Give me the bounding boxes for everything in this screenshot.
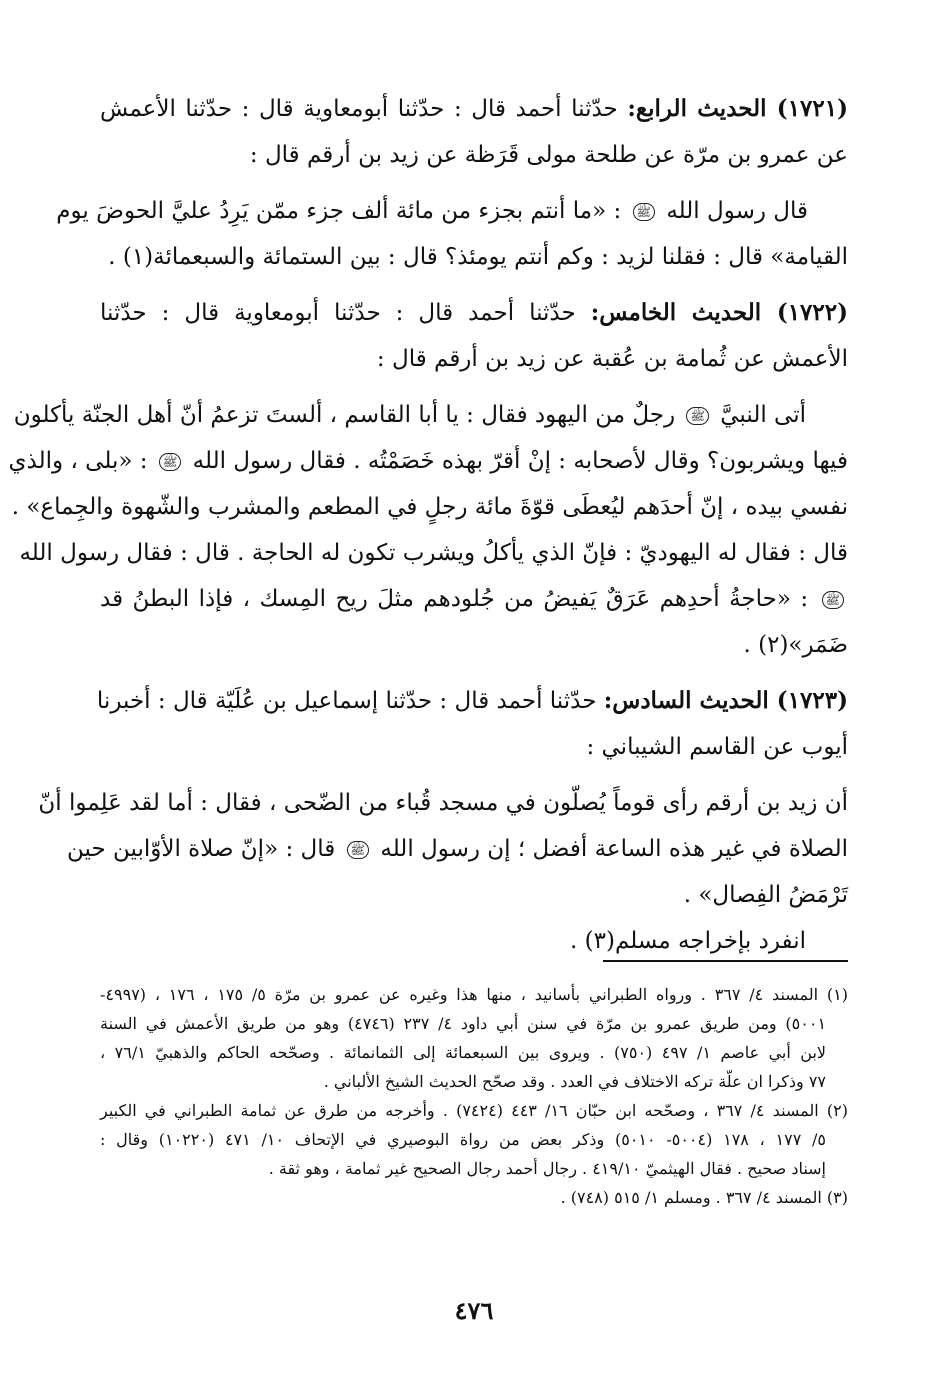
footnote-1-line-4: ٧٧ وذكرا ان علّة تركه الاختلاف في العدد . وقد صحّح الحديث الشيخ الألباني . [323, 1072, 826, 1091]
hadith-1721-line-4: القيامة» قال : فقلنا لزيد : وكم أنتم يومئذ؟ قال : بين الستمائة والسبعمائة(١) . [108, 244, 848, 270]
hadith-number: (١٧٢٣) [768, 687, 848, 714]
sallallahu-alayhi-wasallam-icon: ﷺ [822, 591, 845, 609]
hadith-1722-line-2: الأعمش عن ثُمامة بن عُقبة عن زيد بن أرقم قال : [376, 346, 848, 372]
hadith-text: قال رسول الله [666, 198, 808, 224]
hadith-text: حدّثنا أحمد قال : حدّثنا أبومعاوية قال : حدّثنا الأعمش [100, 96, 628, 122]
hadith-number: (١٧٢١) [766, 95, 848, 122]
sallallahu-alayhi-wasallam-icon: ﷺ [159, 453, 182, 471]
footnote-1-line-1: (١) المسند ٤/ ٣٦٧ . ورواه الطبراني بأسانيد ، منها هذا وغيره عن عمرو بن مرّة ٥/ ١٧٥ ، ١٧٦ ، (٤٩٩٧- [100, 985, 848, 1004]
sallallahu-alayhi-wasallam-icon: ﷺ [347, 841, 370, 859]
main-text [8, 86, 849, 964]
hadith-1722-line-6: قال : فقال له اليهوديّ : فإنّ الذي يأكلُ ويشرب تكون له الحاجة . قال : فقال رسول الله [19, 540, 848, 566]
hadith-heading: الحديث السادس: [603, 687, 769, 714]
hadith-number: (١٧٢٢) [761, 299, 849, 326]
hadith-1723-line-1 [96, 678, 848, 724]
hadith-1721-line-2: عن عمرو بن مرّة عن طلحة مولى قَرَظة عن زيد بن أرقم قال : [249, 142, 848, 168]
hadith-heading: الحديث الخامس: [590, 299, 762, 326]
hadith-text: الصلاة في غير هذه الساعة أفضل ؛ إن رسول الله [380, 836, 848, 862]
hadith-1722-line-1 [100, 290, 848, 336]
hadith-1721-line-3 [56, 188, 848, 234]
sallallahu-alayhi-wasallam-icon: ﷺ [633, 203, 656, 221]
hadith-1723-line-3: أن زيد بن أرقم رأى قوماً يُصلّون في مسجد قُباء من الضّحى ، فقال : أما لقد عَلِموا أنّ [38, 790, 848, 816]
hadith-1721-line-1 [100, 86, 848, 132]
hadith-1722-line-3 [13, 392, 848, 438]
hadith-1722-line-4 [8, 438, 848, 484]
footnotes [100, 980, 848, 1212]
hadith-1723-line-6: انفرد بإخراجه مسلم(٣) . [570, 928, 806, 954]
sallallahu-alayhi-wasallam-icon: ﷺ [686, 407, 709, 425]
footnote-3-line-1: (٣) المسند ٤/ ٣٦٧ . ومسلم ١/ ٥١٥ (٧٤٨) . [560, 1188, 848, 1207]
page-number: ٤٧٦ [454, 1296, 494, 1325]
hadith-1722-line-7 [100, 576, 848, 622]
hadith-text: فيها ويشربون؟ وقال لأصحابه : إنْ أقرّ بهذه خَصَمْتُه . فقال رسول الله [192, 448, 848, 474]
footnote-2-line-1: (٢) المسند ٤/ ٣٦٧ ، وصحّحه ابن حبّان ١٦/ ٤٤٣ (٧٤٢٤) . وأخرجه من طرق عن ثمامة الطبراني في الكبير [100, 1101, 848, 1120]
hadith-text: قال : «إنّ صلاة الأوّابين حين [67, 836, 336, 862]
hadith-1723-line-5: تَرْمَضُ الفِصال» . [683, 882, 848, 908]
hadith-text: حدّثنا أحمد قال : حدّثنا أبومعاوية قال : حدّثنا [100, 300, 591, 326]
hadith-text: : «حاجةُ أحدِهم عَرَقٌ يَفيضُ من جُلودهم مثلَ ريح المِسك ، فإذا البطنُ قد [100, 586, 809, 612]
hadith-text: رجلٌ من اليهود فقال : يا أبا القاسم ، ألستَ تزعمُ أنّ أهل الجنّة يأكلون [13, 402, 676, 428]
footnote-separator [603, 960, 848, 962]
hadith-text: أتى النبيَّ [720, 402, 806, 428]
hadith-1723-line-4 [67, 826, 848, 872]
hadith-text: : «ما أنتم بجزء من مائة ألف جزء ممّن يَرِدُ عليَّ الحوضَ يوم [56, 198, 622, 224]
footnote-2-line-3: إسناد صحيح . فقال الهيثميّ ٤١٩/١٠ . رجال أحمد رجال الصحيح غير ثمامة ، وهو ثقة . [268, 1159, 826, 1178]
footnote-2-line-2: ٥/ ١٧٧ ، ١٧٨ (٥٠٠٤- ٥٠١٠) وذكر بعض من رواة البوصيري في الإتحاف ١٠/ ٤٧١ (١٠٢٢٠) وقال : [100, 1130, 827, 1149]
footnote-1-line-2: ٥٠٠١) ومن طريق عمرو بن مرّة في سنن أبي داود ٤/ ٢٣٧ (٤٧٤٦) وهو من طريق الأعمش في السنة [100, 1014, 827, 1033]
hadith-1722-line-5: نفسي بيده ، إنّ أحدَهم ليُعطَى قوّةَ مائة رجلٍ في المطعم والمشرب والشّهوة والجِماع» . [11, 494, 848, 520]
footnote-1-line-3: لابن أبي عاصم ١/ ٤٩٧ (٧٥٠) . ويروى بين السبعمائة إلى الثمانمائة . وصحّحه الحاكم والذهبيّ ٧٦/١ ، [100, 1043, 827, 1062]
hadith-text: حدّثنا أحمد قال : حدّثنا إسماعيل بن عُلَيّة قال : أخبرنا [96, 688, 604, 714]
hadith-text: : «بلى ، والذي [8, 448, 148, 474]
hadith-heading: الحديث الرابع: [627, 95, 767, 122]
hadith-1723-line-2: أيوب عن القاسم الشيباني : [586, 734, 848, 760]
hadith-1722-line-8: ضَمَر»(٢) . [743, 632, 848, 658]
